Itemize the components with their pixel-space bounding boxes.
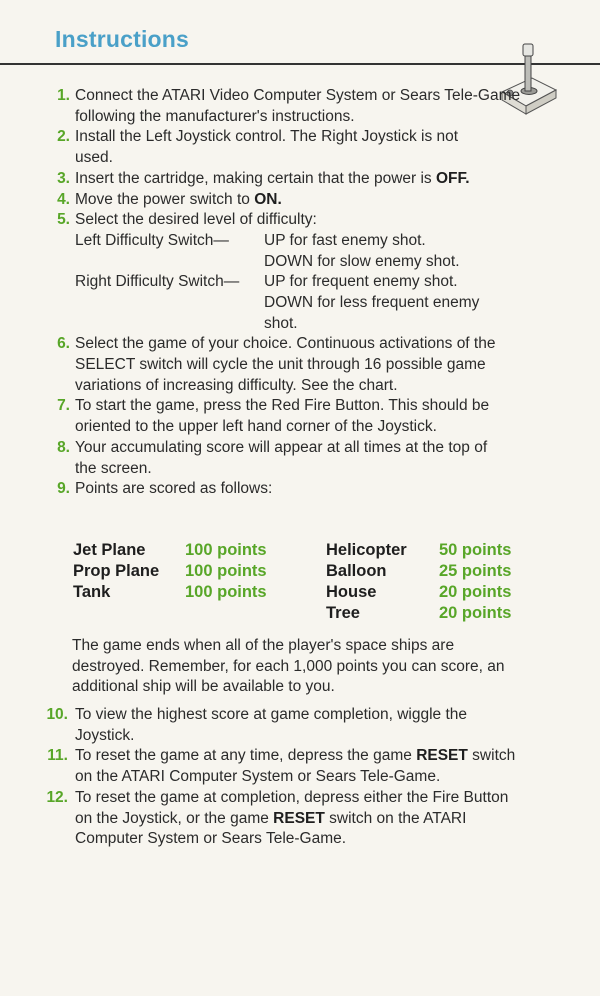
list-item bbox=[0, 746, 600, 787]
step-text: Your accumulating score will appear at all times at the top of the screen. bbox=[75, 438, 488, 477]
list-item bbox=[0, 169, 600, 190]
points-name: Tank bbox=[73, 583, 111, 601]
points-value: 50 points bbox=[439, 541, 512, 559]
points-name: Helicopter bbox=[326, 541, 407, 559]
points-name: Jet Plane bbox=[73, 541, 146, 559]
instruction-list bbox=[0, 86, 600, 500]
right-down-text: DOWN for less frequent enemy bbox=[264, 293, 480, 311]
page-title: Instructions bbox=[55, 26, 190, 52]
step-text: Select the desired level of difficulty: bbox=[75, 211, 317, 229]
list-item bbox=[0, 396, 600, 437]
points-name: Prop Plane bbox=[73, 562, 160, 580]
instruction-list-continued bbox=[0, 705, 600, 850]
step-number: 8. bbox=[57, 438, 70, 456]
list-item bbox=[0, 334, 600, 396]
right-down-text-cont: shot. bbox=[264, 314, 298, 332]
step-text: Move the power switch to ON. bbox=[75, 190, 282, 208]
list-item bbox=[0, 705, 600, 746]
points-value: 20 points bbox=[439, 604, 512, 622]
list-item bbox=[0, 210, 600, 231]
bold-on: ON. bbox=[254, 190, 282, 208]
step-number: 12. bbox=[46, 788, 68, 806]
step-number: 10. bbox=[46, 706, 68, 723]
step-number: 3. bbox=[57, 169, 70, 187]
points-value: 100 points bbox=[185, 583, 267, 601]
list-item bbox=[0, 788, 600, 850]
left-up-text: UP for fast enemy shot. bbox=[264, 231, 426, 249]
list-item bbox=[0, 86, 600, 127]
step-text: Points are scored as follows: bbox=[75, 480, 273, 498]
list-item bbox=[0, 438, 600, 479]
step-text: To view the highest score at game completion, wiggle the Joystick. bbox=[75, 706, 468, 744]
difficulty-settings bbox=[75, 231, 600, 334]
step-number: 4. bbox=[57, 190, 70, 208]
points-name: Balloon bbox=[326, 562, 387, 580]
points-name: House bbox=[326, 583, 377, 601]
points-value: 25 points bbox=[439, 562, 512, 580]
points-table bbox=[73, 540, 553, 630]
right-difficulty-label: Right Difficulty Switch— bbox=[75, 273, 240, 291]
right-up-text: UP for frequent enemy shot. bbox=[264, 273, 458, 291]
list-item bbox=[0, 127, 600, 168]
game-end-paragraph: The game ends when all of the player's space ships are destroyed. Remember, for each 1,000 points you can score, an additional ship will be available to you. bbox=[72, 637, 505, 696]
step-number: 11. bbox=[47, 747, 68, 765]
step-text: Install the Left Joystick control. The Right Joystick is not used. bbox=[75, 128, 459, 167]
step-number: 6. bbox=[57, 335, 70, 353]
left-difficulty-label: Left Difficulty Switch— bbox=[75, 231, 229, 249]
step-number: 9. bbox=[57, 480, 70, 498]
step-text: Insert the cartridge, making certain that the power is OFF. bbox=[75, 169, 470, 187]
step-text: To start the game, press the Red Fire Button. This should be oriented to the upper left hand corner of the Joystick. bbox=[75, 397, 490, 436]
bold-reset: RESET bbox=[273, 809, 325, 827]
left-down-text: DOWN for slow enemy shot. bbox=[264, 252, 460, 270]
step-text: To reset the game at any time, depress the game RESET switch on the ATARI Computer System or Sears Tele-Game. bbox=[75, 747, 516, 786]
points-value: 20 points bbox=[439, 583, 512, 601]
step-number: 1. bbox=[57, 87, 70, 104]
points-value: 100 points bbox=[185, 562, 267, 580]
bold-off: OFF. bbox=[435, 169, 470, 187]
bold-reset: RESET bbox=[416, 747, 468, 765]
step-text: To reset the game at completion, depress either the Fire Button on the Joystick, or the game RESET switch on the ATARI Computer System or Sears Tele-Game. bbox=[75, 788, 509, 848]
step-number: 5. bbox=[57, 211, 70, 229]
list-item bbox=[0, 479, 600, 500]
list-item bbox=[0, 190, 600, 211]
points-value: 100 points bbox=[185, 541, 267, 559]
points-name: Tree bbox=[326, 604, 360, 622]
step-number: 7. bbox=[57, 397, 70, 415]
step-text: Connect the ATARI Video Computer System or Sears Tele-Game following the manufacturer's instructions. bbox=[75, 87, 521, 125]
step-text: Select the game of your choice. Continuous activations of the SELECT switch will cycle the unit through 16 possible game variations of increasing difficulty. See the chart. bbox=[75, 335, 496, 394]
step-number: 2. bbox=[57, 128, 70, 146]
